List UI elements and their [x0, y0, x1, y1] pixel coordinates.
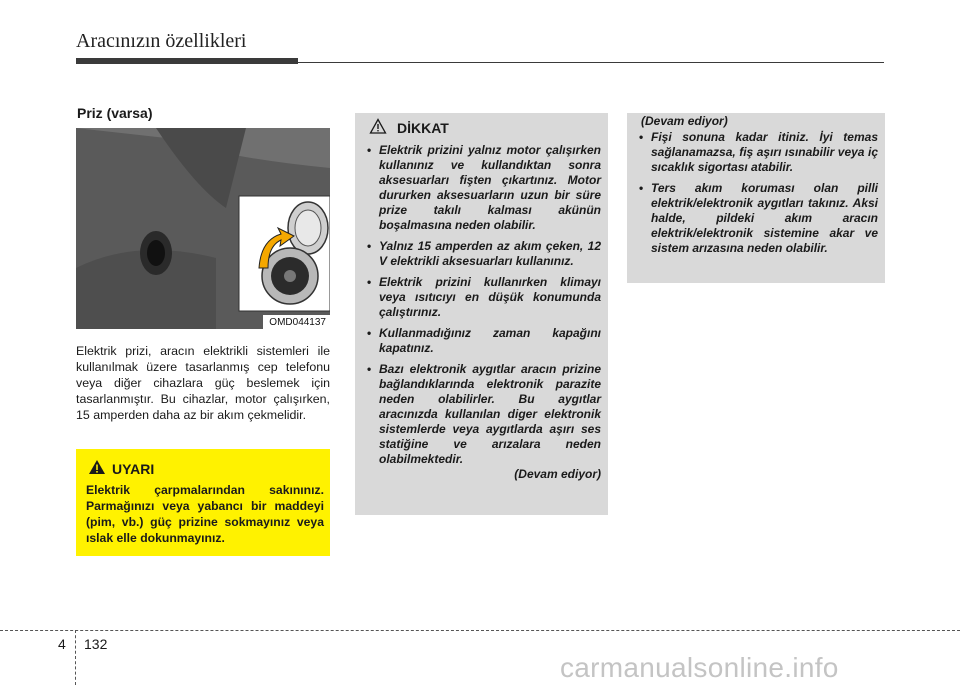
page-number: 132 [84, 636, 108, 652]
chapter-title: Aracınızın özellikleri [76, 30, 247, 52]
warning-triangle-icon [88, 459, 106, 478]
continuation-list [633, 130, 878, 262]
power-outlet-illustration [76, 128, 330, 329]
footer-dashed-divider [75, 630, 76, 685]
caution-list [361, 143, 601, 488]
header-rule-thick [76, 58, 298, 64]
watermark: carmanualsonline.info [560, 652, 839, 683]
caution-triangle-icon [369, 118, 387, 137]
caution-item: • Kullanmadığınız zaman kapağını kapatınız. [361, 326, 601, 356]
continuation-item: • Fişi sonuna kadar itiniz. İyi temas sağlanamazsa, fiş aşırı ısınabilir veya iç sıcaklık sigortası atabilir. [633, 130, 878, 175]
warning-heading [88, 459, 154, 478]
continuation-title: (Devam ediyor) [641, 114, 728, 128]
warning-title: UYARI [112, 460, 155, 477]
warning-text: Elektrik çarpmalarından sakınınız. Parmağınızı veya yabancı bir maddeyi (pim, vb.) güç prizine sokmayınız veya ıslak elle dokunmayınız. [86, 483, 324, 545]
header-rule-thin [298, 62, 884, 63]
continuation-box [627, 113, 885, 283]
chapter-number: 4 [58, 636, 66, 652]
caution-title: DİKKAT [397, 119, 449, 136]
section-title: Priz (varsa) [77, 105, 153, 121]
warning-box [76, 449, 330, 556]
caution-item [361, 362, 601, 482]
caution-box [355, 113, 608, 515]
power-outlet-photo [76, 128, 330, 329]
figure-code: OMD044137 [263, 315, 330, 329]
continuation-item: • Ters akım koruması olan pilli elektrik/elektronik aygıtları takınız. Aksi halde, pildeki akım aracın elektrik/elektronik sistemine akar ve sistem arızasına neden olabilir. [633, 181, 878, 256]
continued-label: (Devam ediyor) [514, 467, 601, 481]
caution-item: • Elektrik prizini kullanırken klimayı veya ısıtıcıyı en düşük konumunda çalıştırınız. [361, 275, 601, 320]
body-paragraph: Elektrik prizi, aracın elektrikli sistemleri ile kullanılmak üzere tasarlanmış cep telefonu veya diğer cihazlara güç beslemek için tasarlanmıştır. Bu cihazlar, motor çalışırken, 15 amperden daha az bir akım çekmelidir. [76, 344, 330, 422]
footer-dashed-rule [0, 630, 960, 631]
caution-item-text: Bazı elektronik aygıtlar aracın prizine bağlandıklarında elektronik parazite neden olabilirler. Bu aygıtlar aracınızda kullanılan diger elektronik sistemlerde veya aygıtlarda aşırı ses statiğine ve arızalara neden olabilmektedir. [379, 362, 601, 466]
caution-heading [369, 118, 449, 137]
caution-item: • Yalnız 15 amperden az akım çeken, 12 V elektrikli aksesuarları kullanınız. [361, 239, 601, 269]
caution-item: • Elektrik prizini yalnız motor çalışırken kullanınız ve kullandıktan sonra aksesuarları fişten çıkartınız. Motor dururken aksesuarların uzun bir süre prize takılı kalması akünün boşalmasına neden olabilir. [361, 143, 601, 233]
